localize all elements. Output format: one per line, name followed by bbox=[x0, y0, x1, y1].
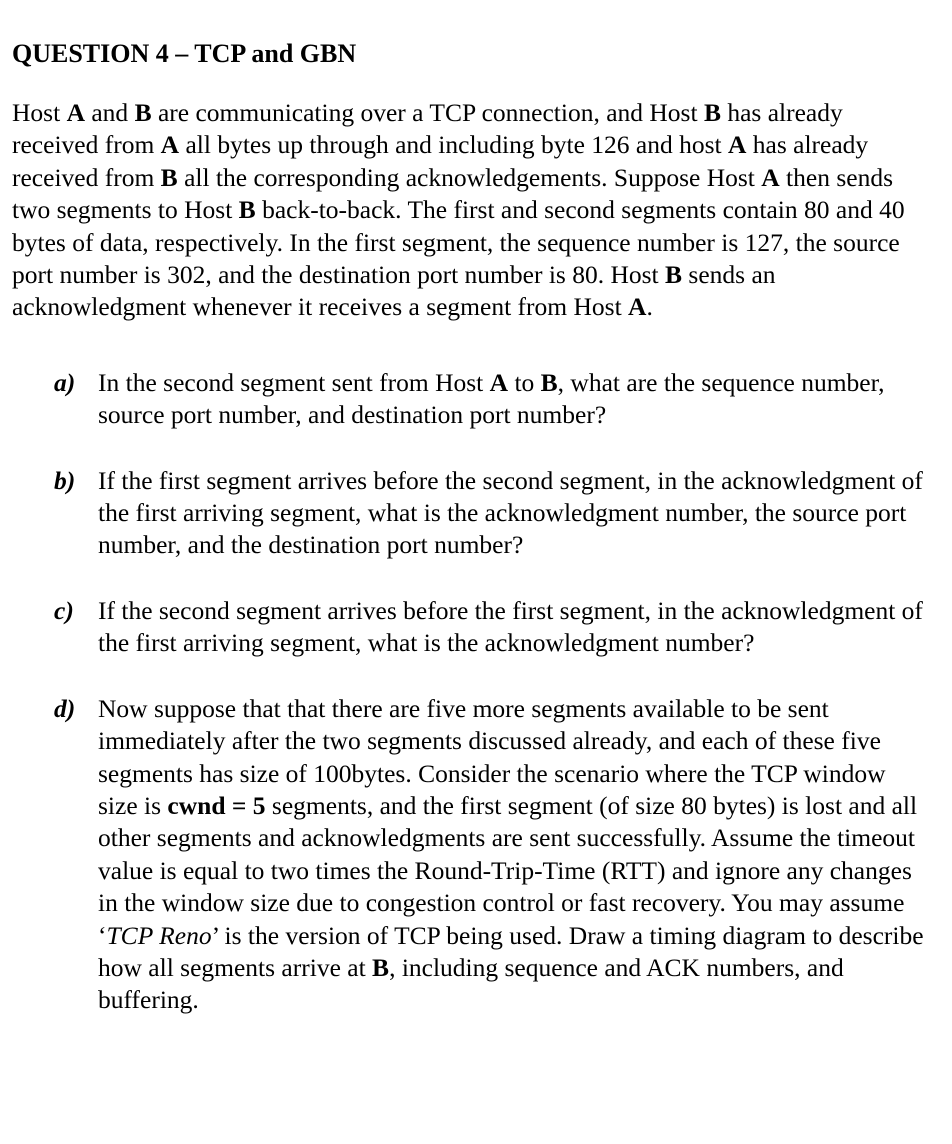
sub-question-text: In the second segment sent from Host A to B, what are the sequence number, source port number, and destination port number? bbox=[98, 367, 885, 430]
sub-question-list bbox=[12, 367, 934, 1017]
emphasis-bold: A bbox=[761, 162, 780, 192]
sub-question-marker: c) bbox=[54, 595, 74, 625]
emphasis-bold: B bbox=[372, 952, 390, 982]
emphasis-bold: A bbox=[66, 98, 85, 127]
emphasis-italic: TCP Reno bbox=[106, 920, 212, 950]
sub-question-text: Now suppose that that there are five more segments available to be sent immediately after the two segments discussed already, and each of these five segments has size of 100bytes. Consider the scenario where the TCP window size is cwnd = 5 segments, and the first segment (of size 80 bytes) is lost and all other segments and acknowledgments are sent successfully. Assume the timeout value is equal to two times the Round-Trip-Time (RTT) and ignore any changes in the window size due to congestion control or fast recovery. You may assume ‘TCP Reno’ is the version of TCP being used. Draw a timing diagram to describe how all segments arrive at B, including sequence and ACK numbers, and buffering. bbox=[98, 693, 924, 1015]
sub-question-b bbox=[12, 465, 934, 562]
emphasis-bold: B bbox=[703, 98, 721, 127]
emphasis-bold: A bbox=[160, 130, 180, 160]
sub-question-text: If the first segment arrives before the second segment, in the acknowledgment of the first arriving segment, what is the acknowledgment number, the source port number, and the destination port number? bbox=[98, 465, 923, 560]
emphasis-bold: cwnd = 5 bbox=[167, 790, 266, 820]
emphasis-bold: B bbox=[160, 162, 178, 192]
emphasis-bold: B bbox=[238, 195, 256, 225]
problem-statement: Host A and B are communicating over a TCP connection, and Host B has already received from A all bytes up through and including byte 126 and host A has already received from B all the corresponding acknowledgements. Suppose Host A then sends two segments to Host B back-to-back. The first and second segments contain 80 and 40 bytes of data, respectively. In the first segment, the sequence number is 127, the source port number is 302, and the destination port number is 80. Host B sends an acknowledgment whenever it receives a segment from Host A. bbox=[12, 98, 905, 322]
emphasis-bold: A bbox=[628, 292, 647, 322]
sub-question-marker: d) bbox=[54, 693, 76, 723]
emphasis-bold: A bbox=[489, 367, 509, 397]
emphasis-bold: B bbox=[540, 367, 558, 397]
sub-question-a bbox=[12, 367, 934, 432]
emphasis-bold: A bbox=[727, 130, 747, 160]
sub-question-d bbox=[12, 693, 934, 1017]
sub-question-marker: a) bbox=[54, 367, 76, 397]
emphasis-bold: B bbox=[134, 98, 152, 127]
sub-question-c bbox=[12, 595, 934, 660]
emphasis-bold: B bbox=[665, 260, 683, 290]
sub-question-marker: b) bbox=[54, 465, 76, 495]
sub-question-text: If the second segment arrives before the first segment, in the acknowledgment of the first arriving segment, what is the acknowledgment number? bbox=[98, 595, 923, 658]
question-title: QUESTION 4 – TCP and GBN bbox=[12, 39, 357, 68]
